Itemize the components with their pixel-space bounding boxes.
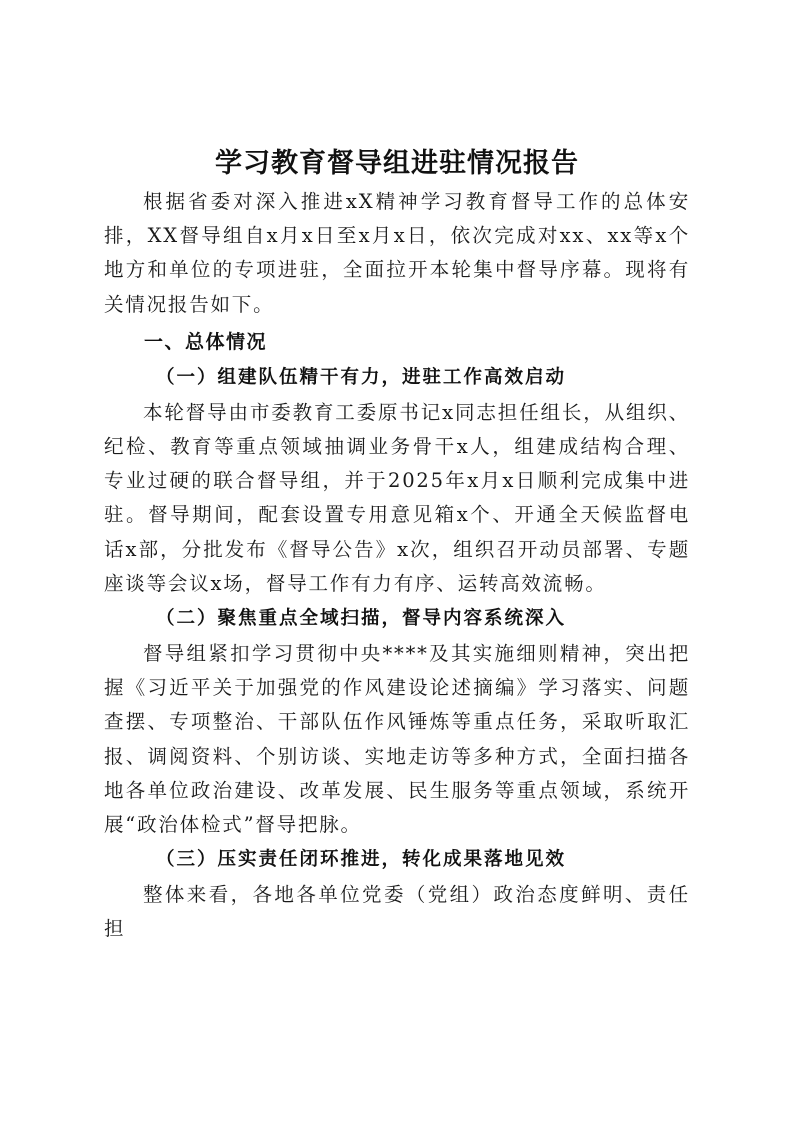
subsection-3-paragraph: 整体来看，各地各单位党委（党组）政治态度鲜明、责任担 <box>104 883 690 941</box>
intro-paragraph: 根据省委对深入推进xX精神学习教育督导工作的总体安排，XX督导组自x月x日至x月x日，依次完成对xx、xx等x个地方和单位的专项进驻，全面拉开本轮集中督导序幕。现将有关情况报告如下。 <box>104 190 690 316</box>
subsection-2-paragraph: 督导组紧扣学习贯彻中央****及其实施细则精神，突出把握《习近平关于加强党的作风建设论述摘编》学习落实、问题查摆、专项整治、干部队伍作风锤炼等重点任务，采取听取汇报、调阅资料、个别访谈、实地走访等多种方式，全面扫描各地各单位政治建设、改革发展、民生服务等重点领域，系统开展“政治体检式”督导把脉。 <box>104 642 690 837</box>
document-title: 学习教育督导组进驻情况报告 <box>215 148 579 179</box>
document-body <box>104 143 690 947</box>
section-heading-overall: 一、总体情况 <box>144 330 268 353</box>
subsection-heading-2: （二）聚焦重点全域扫描，督导内容系统深入 <box>156 608 567 630</box>
subsection-heading-3: （三）压实责任闭环推进，转化成果落地见效 <box>156 849 567 871</box>
subsection-heading-1: （一）组建队伍精干有力，进驻工作高效启动 <box>156 366 567 388</box>
subsection-1-paragraph: 本轮督导由市委教育工委原书记x同志担任组长，从组织、纪检、教育等重点领域抽调业务骨干x人，组建成结构合理、专业过硬的联合督导组，并于2025年x月x日顺利完成集中进驻。督导期间，配套设置专用意见箱x个、开通全天候监督电话x部，分批发布《督导公告》x次，组织召开动员部署、专题座谈等会议x场，督导工作有力有序、运转高效流畅。 <box>104 400 690 595</box>
